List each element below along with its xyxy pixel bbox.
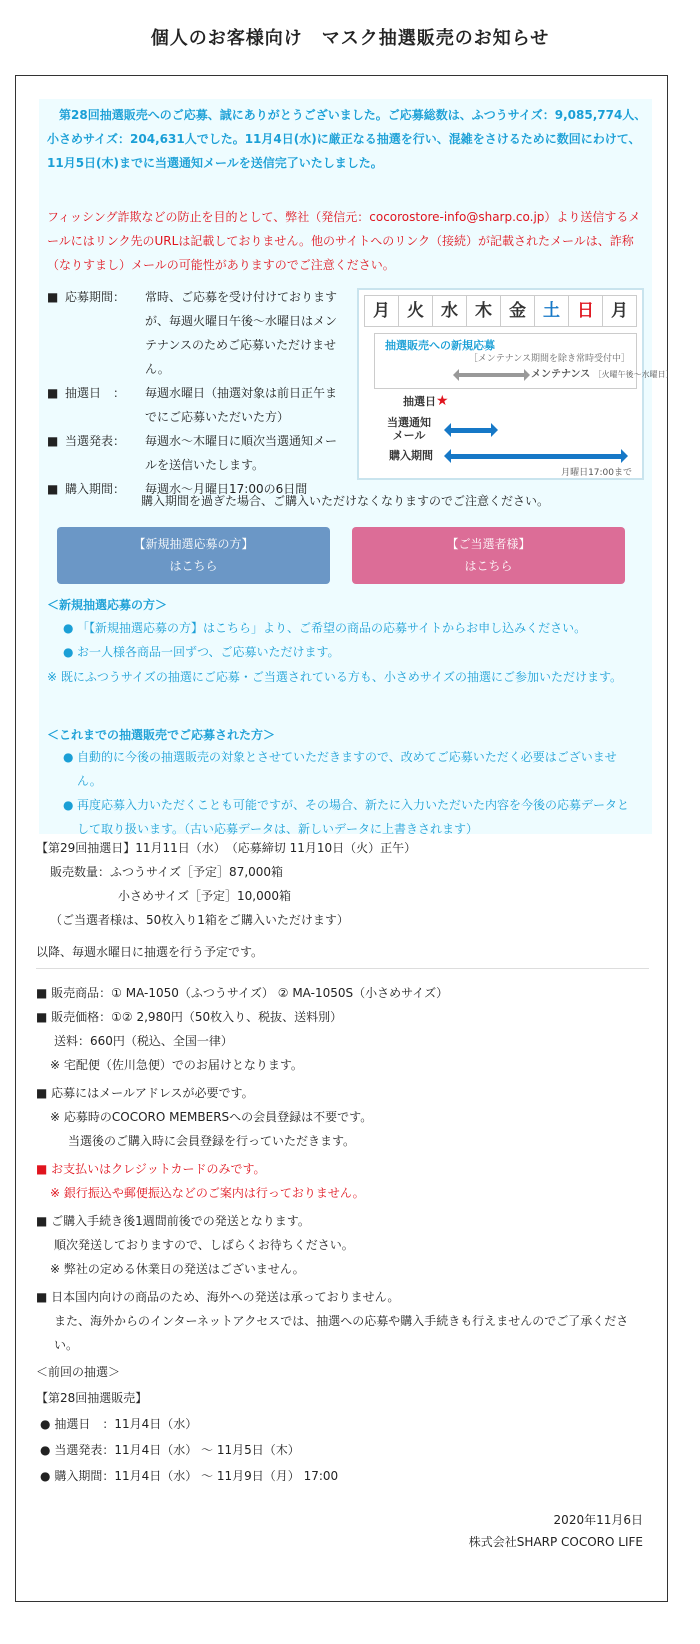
schedule-value: 毎週水～月曜日17:00の6日間 xyxy=(145,482,308,496)
detail-credit: ■ お支払いはクレジットカードのみです。 xyxy=(36,1162,266,1176)
maintenance-label xyxy=(531,365,674,380)
bullet-icon: ● xyxy=(63,645,74,659)
calendar-day: 金 xyxy=(501,296,535,326)
detail-delivery: ※ 宅配便（佐川急便）でのお届けとなります。 xyxy=(50,1058,303,1072)
square-bullet-icon: ■ xyxy=(47,434,59,448)
draw-day-label xyxy=(403,393,449,409)
notify-arrow-icon xyxy=(451,428,491,433)
round29-title: 【第29回抽選日】11月11日（水） （応募締切 11月10日（火）正午） xyxy=(36,841,417,855)
maintenance-sub: ［火曜午後～水曜日］ xyxy=(593,370,674,379)
draw-day-text: 抽選日 xyxy=(403,395,436,408)
round29-qty-regular: ふつうサイズ［予定］87,000箱 xyxy=(110,865,284,879)
detail-domestic: ■ 日本国内向けの商品のため、海外への発送は承っておりません。 xyxy=(36,1290,400,1304)
calendar-day-saturday: 土 xyxy=(535,296,569,326)
round29-info xyxy=(36,836,416,964)
detail-membership-2: 当選後のご購入時に会員登録を行っていただきます。 xyxy=(68,1134,356,1148)
bullet-icon: ● xyxy=(63,621,74,635)
divider xyxy=(36,968,649,969)
previous-round-heading: ＜前回の抽選＞ xyxy=(36,1365,121,1379)
round29-qty-label: 販売数量： xyxy=(50,865,111,879)
signature-date: 2020年11月6日 xyxy=(553,1513,643,1527)
new-application-button[interactable] xyxy=(57,527,330,584)
schedule-label: 抽選日 ： xyxy=(65,386,126,400)
bullet-icon: ● xyxy=(40,1417,51,1431)
winner-button-line1: 【ご当選者様】 xyxy=(446,537,531,551)
purchase-until-note: 月曜日17:00まで xyxy=(561,468,632,478)
list-item xyxy=(63,640,638,664)
detail-holiday: ※ 弊社の定める休業日の発送はございません。 xyxy=(50,1262,305,1276)
winner-button-line2: はこちら xyxy=(464,559,513,573)
purchase-period-label: 購入期間 xyxy=(389,449,433,462)
page-title: 個人のお客様向け マスク抽選販売のお知らせ xyxy=(150,28,550,49)
notice-box xyxy=(39,99,674,836)
bullet-icon: ● xyxy=(63,798,74,812)
list-item-text: 当選発表：11月4日（水） ～ 11月5日（木） xyxy=(54,1443,300,1457)
list-item xyxy=(63,745,638,793)
maintenance-text: メンテナンス xyxy=(531,369,591,380)
schedule-row xyxy=(47,381,347,429)
schedule-list xyxy=(47,285,347,501)
detail-ship-order: 順次発送しておりますので、しばらくお待ちください。 xyxy=(54,1238,354,1252)
schedule-row xyxy=(47,285,347,381)
new-application-sub: ［メンテナンス期間を除き常時受付中］ xyxy=(468,354,630,364)
list-item-text: 再度応募入力いただくことも可能ですが、その場合、新たに入力いただいた内容を今後の応募データとして取り扱います。（古い応募データは、新しいデータに上書きされます） xyxy=(77,798,630,836)
purchase-note: 購入期間を過ぎた場合、ご購入いただけなくなりますのでご注意ください。 xyxy=(141,494,550,508)
schedule-label: 購入期間： xyxy=(65,482,126,496)
star-icon: ★ xyxy=(436,393,449,409)
schedule-calendar xyxy=(357,288,674,480)
round29-note: （ご当選者様は、50枚入り1箱をご購入いただけます） xyxy=(50,913,349,927)
detail-membership-1: ※ 応募時のCOCORO MEMBERSへの会員登録は不要です。 xyxy=(50,1110,373,1124)
bullet-icon: ● xyxy=(40,1443,51,1457)
calendar-day-sunday: 日 xyxy=(569,296,603,326)
calendar-day: 木 xyxy=(467,296,501,326)
calendar-day: 火 xyxy=(399,296,433,326)
schedule-value: 毎週水曜日（抽選対象は前日正午までにご応募いただいた方） xyxy=(145,386,338,424)
new-applicants-heading: ＜新規抽選応募の方＞ xyxy=(47,598,168,612)
calendar-day: 月 xyxy=(611,301,628,321)
detail-overseas: また、海外からのインターネットアクセスでは、抽選への応募や購入手続きも行えませんのでご了承ください。 xyxy=(54,1314,629,1352)
round29-future: 以降、毎週水曜日に抽選を行う予定です。 xyxy=(36,945,264,959)
intro-text: 第28回抽選販売へのご応募、誠にありがとうございました。ご応募総数は、ふつうサイズ：9,085,774人、小さめサイズ：204,631人でした。11月4日(水)に厳正なる抽選を行い、混雑をさけるために数回にわけて、11月5日(木)までに当選通知メールを送信完了いたしました。 xyxy=(47,108,647,170)
new-application-title: 抽選販売への新規応募 xyxy=(385,339,495,352)
double-arrow-icon xyxy=(459,373,524,377)
notify-label xyxy=(387,416,431,442)
round29-qty-row xyxy=(36,860,416,884)
previous-round xyxy=(36,1359,338,1489)
purchase-arrow-icon xyxy=(451,454,621,459)
list-item-text: 抽選日 ：11月4日（水） xyxy=(54,1417,198,1431)
new-application-button-line1: 【新規抽選応募の方】 xyxy=(133,537,254,551)
new-applicants-note: ※ 既にふつうサイズの抽選にご応募・ご当選されている方も、小さめサイズの抽選にご参加いただけます。 xyxy=(47,670,622,684)
schedule-label: 応募期間： xyxy=(65,290,126,304)
square-bullet-icon: ■ xyxy=(47,482,59,496)
previous-applicants-heading: ＜これまでの抽選販売でご応募された方＞ xyxy=(47,728,276,742)
new-applicants-list xyxy=(63,616,638,664)
calendar-day: 水 xyxy=(433,296,467,326)
list-item-text: 「【新規抽選応募の方】はこちら」より、ご希望の商品の応募サイトからお申し込みください。 xyxy=(77,621,587,635)
notify-label-line2: メール xyxy=(392,429,426,442)
detail-no-transfer: ※ 銀行振込や郵便振込などのご案内は行っておりません。 xyxy=(50,1186,365,1200)
notice-frame xyxy=(15,75,674,1602)
new-application-box xyxy=(374,333,674,389)
square-bullet-icon: ■ xyxy=(47,290,59,304)
detail-price: ■ 販売価格：①② 2,980円（50枚入り、税抜、送料別） xyxy=(36,1010,343,1024)
previous-round-title: 【第28回抽選販売】 xyxy=(36,1391,148,1405)
detail-ship-time: ■ ご購入手続き後1週間前後での発送となります。 xyxy=(36,1214,310,1228)
schedule-row xyxy=(47,429,347,477)
new-application-button-line2: はこちら xyxy=(169,559,218,573)
square-bullet-icon: ■ xyxy=(47,386,59,400)
signature-company: 株式会社SHARP COCORO LIFE xyxy=(468,1535,643,1549)
round29-qty-small: 小さめサイズ［予定］10,000箱 xyxy=(118,889,292,903)
bullet-icon: ● xyxy=(40,1469,51,1483)
detail-product: ■ 販売商品：① MA-1050（ふつうサイズ） ② MA-1050S（小さめサイズ） xyxy=(36,986,449,1000)
phishing-warning: フィッシング詐欺などの防止を目的として、弊社（発信元：cocorostore-info@sharp.co.jp）より送信するメールにはリンク先のURLは記載しておりません。他のサイトへのリンク（接続）が記載されたメールは、詐称（なりすまし）メールの可能性がありますのでご注意ください。 xyxy=(47,210,641,272)
calendar-days xyxy=(364,295,637,327)
detail-shipping: 送料：660円（税込、全国一律） xyxy=(54,1034,233,1048)
list-item xyxy=(36,1463,338,1489)
list-item-text: お一人様各商品一回ずつ、ご応募いただけます。 xyxy=(77,645,340,659)
winner-button[interactable] xyxy=(352,527,625,584)
list-item xyxy=(36,1437,338,1463)
notify-label-line1: 当選通知 xyxy=(387,416,431,429)
detail-email: ■ 応募にはメールアドレスが必要です。 xyxy=(36,1086,254,1100)
list-item xyxy=(36,1411,338,1437)
list-item xyxy=(63,793,638,841)
previous-applicants-list xyxy=(63,745,638,841)
schedule-value: 常時、ご応募を受け付けておりますが、毎週火曜日午後～水曜日はメンテナンスのためご応募いただけません。 xyxy=(145,290,338,376)
signature xyxy=(469,1509,643,1553)
calendar-day: 月 xyxy=(365,296,399,326)
list-item xyxy=(63,616,638,640)
sales-details xyxy=(36,981,636,1357)
schedule-label: 当選発表： xyxy=(65,434,126,448)
bullet-icon: ● xyxy=(63,750,74,764)
schedule-value: 毎週水～木曜日に順次当選通知メールを送信いたします。 xyxy=(145,434,338,472)
list-item-text: 購入期間：11月4日（水） ～ 11月9日（月） 17:00 xyxy=(54,1469,339,1483)
list-item-text: 自動的に今後の抽選販売の対象とさせていただきますので、改めてご応募いただく必要はございません。 xyxy=(77,750,617,788)
